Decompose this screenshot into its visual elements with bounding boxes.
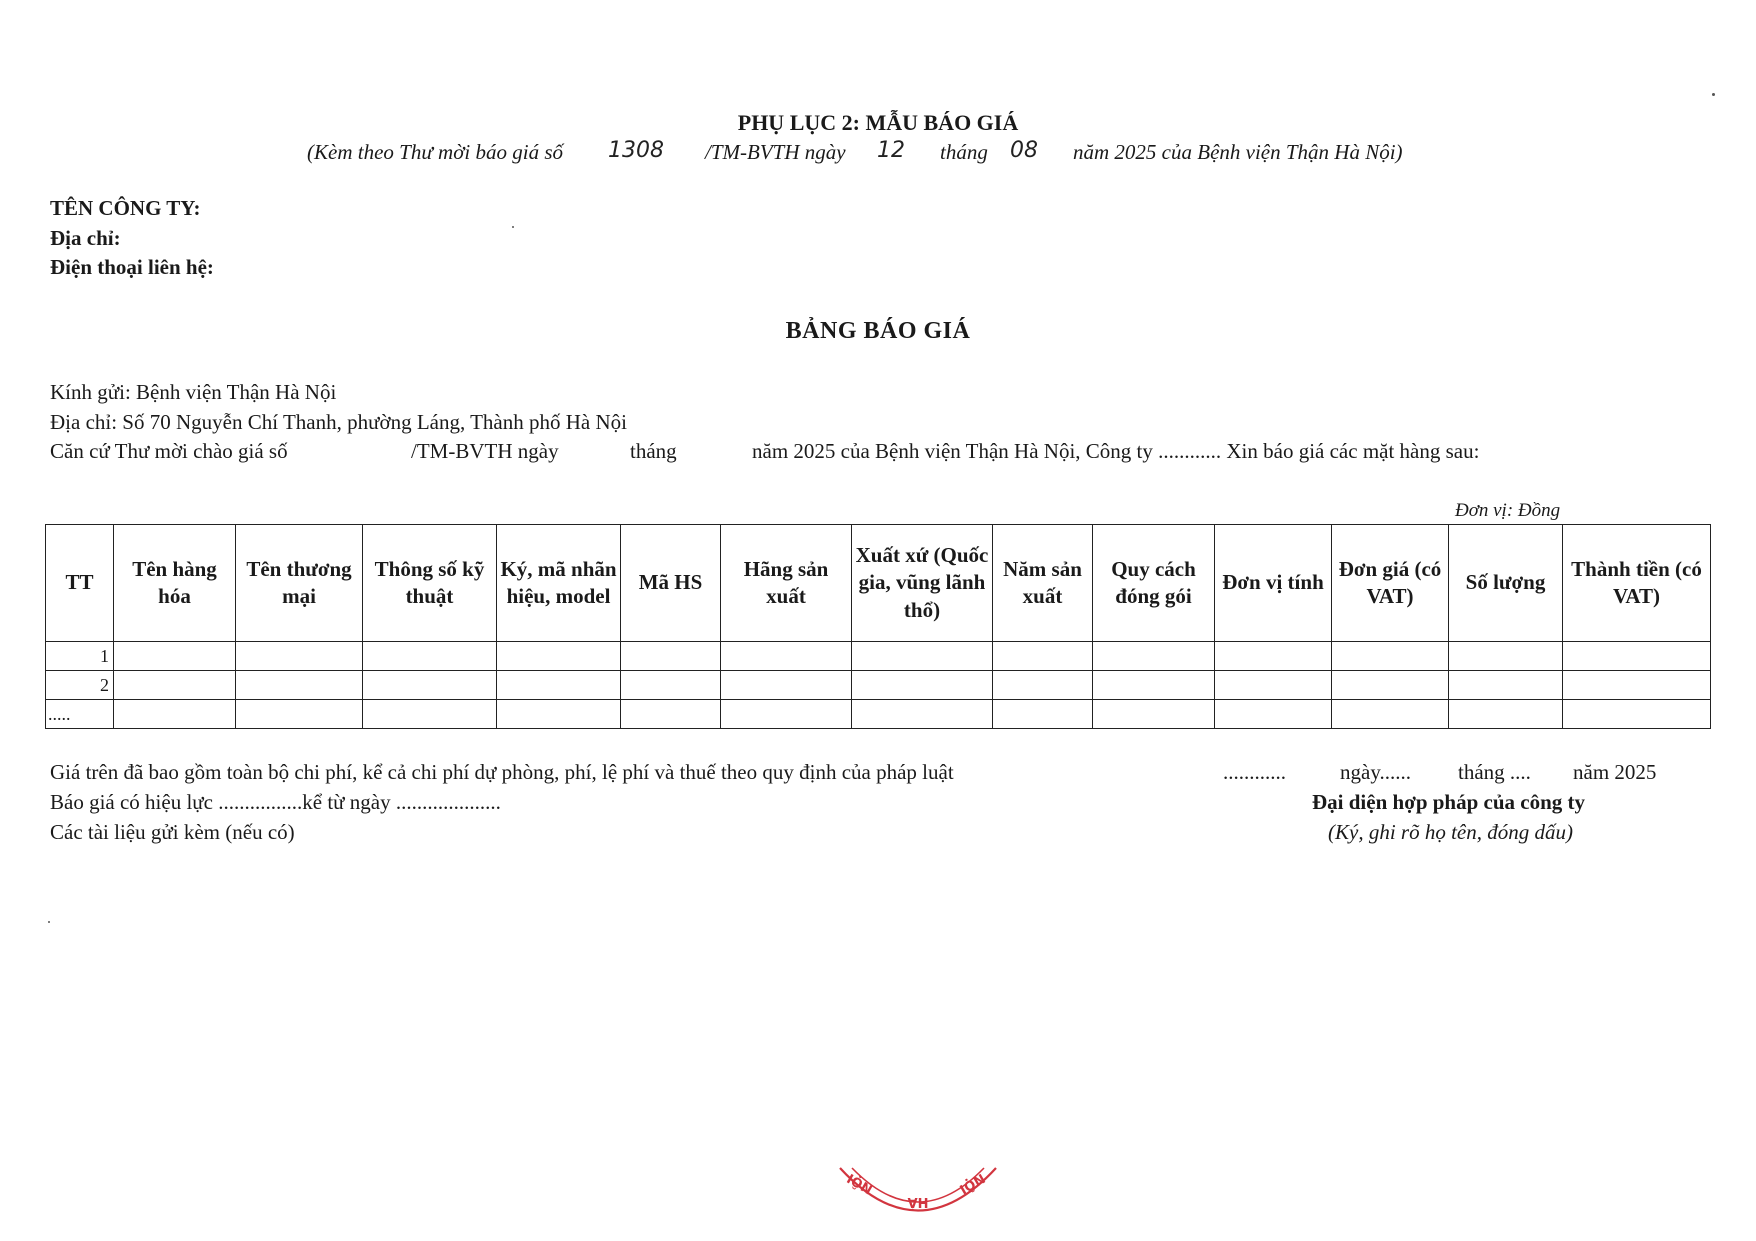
subtitle-mid-1: /TM-BVTH ngày [705,140,846,164]
scan-speck [1712,93,1715,96]
col-header-trade-name: Tên thương mại [236,525,363,642]
company-phone-label: Điện thoại liên hệ: [50,255,214,279]
signature-month: tháng .... [1458,760,1531,784]
validity-line: Báo giá có hiệu lực ................kể từ ngày .................... [50,790,501,814]
table-row [46,700,1711,729]
company-name-label: TÊN CÔNG TY: [50,196,201,220]
col-header-origin: Xuất xứ (Quốc gia, vũng lãnh thổ) [852,525,993,642]
recipient-line: Kính gửi: Bệnh viện Thận Hà Nội [50,380,337,404]
basis-part-3: tháng [630,439,677,463]
col-header-tt: TT [46,525,114,642]
quote-table-title: BẢNG BÁO GIÁ [785,318,971,344]
attachments-line: Các tài liệu gửi kèm (nếu có) [50,820,295,844]
col-header-unit: Đơn vị tính [1215,525,1332,642]
col-header-packing: Quy cách đóng gói [1093,525,1215,642]
subtitle-day: 12 [877,138,905,163]
subtitle-mid-2: tháng [940,140,988,164]
subtitle-suffix: năm 2025 của Bệnh viện Thận Hà Nội) [1073,140,1403,164]
col-header-total: Thành tiền (có VAT) [1563,525,1711,642]
signature-note: (Ký, ghi rõ họ tên, đóng dấu) [1328,820,1573,844]
col-header-hs-code: Mã HS [621,525,721,642]
col-header-manufacturer: Hãng sản xuất [721,525,852,642]
basis-part-4: năm 2025 của Bệnh viện Thận Hà Nội, Công ty ............ Xin báo giá các mặt hàng sau: [752,439,1480,463]
table-row [46,642,1711,671]
unit-note: Đơn vị: Đồng [1455,500,1561,521]
basis-part-1: Căn cứ Thư mời chào giá số [50,439,288,463]
col-header-unit-price: Đơn giá (có VAT) [1332,525,1449,642]
col-header-model: Ký, mã nhãn hiệu, model [497,525,621,642]
signature-title: Đại diện hợp pháp của công ty [1312,790,1586,814]
signature-year: năm 2025 [1573,760,1657,784]
price-note: Giá trên đã bao gồm toàn bộ chi phí, kể cả chi phí dự phòng, phí, lệ phí và thuế theo quy định của pháp luật [50,760,954,784]
col-header-quantity: Số lượng [1449,525,1563,642]
stamp-seal-icon [836,1158,1000,1218]
row-index: 2 [46,671,114,700]
stamp-text-right: NỘI [956,1169,988,1197]
recipient-address-line: Địa chỉ: Số 70 Nguyễn Chí Thanh, phường Láng, Thành phố Hà Nội [50,410,627,434]
scan-speck [48,921,50,923]
row-index: ..... [46,700,114,729]
subtitle-number: 1308 [608,138,664,163]
signature-place: ............ [1223,760,1286,784]
appendix-title: PHỤ LỤC 2: MẪU BÁO GIÁ [737,110,1019,135]
quote-table [45,524,1711,729]
scan-speck [512,226,514,228]
basis-part-2: /TM-BVTH ngày [411,439,559,463]
subtitle-prefix: (Kèm theo Thư mời báo giá số [307,140,563,164]
subtitle-month: 08 [1010,138,1038,163]
table-header-row [46,525,1711,642]
signature-day: ngày...... [1340,760,1411,784]
col-header-specs: Thông số kỹ thuật [363,525,497,642]
stamp-text-mid: HÀ [907,1194,929,1209]
table-row [46,671,1711,700]
row-index: 1 [46,642,114,671]
company-address-label: Địa chỉ: [50,226,121,250]
stamp-text-left: NỘI [844,1169,876,1197]
col-header-year: Năm sản xuất [993,525,1093,642]
col-header-item-name: Tên hàng hóa [114,525,236,642]
